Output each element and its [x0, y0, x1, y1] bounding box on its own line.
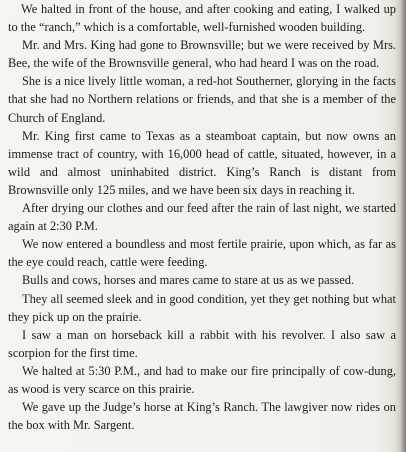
- paragraph-11: We gave up the Judge’s horse at King’s Ranch. The lawgiver now rides on the box with Mr. Sargent.: [8, 400, 396, 433]
- page-edge-shadow: [400, 0, 406, 452]
- paragraph-8: They all seemed sleek and in good condition, yet they get nothing but what they pick up on the prairie.: [8, 291, 396, 324]
- paragraph-1: We halted in front of the house, and after cooking and eating, I walked up to the “ranch,” which is a comfortable, well-furnished wooden building.: [8, 2, 396, 35]
- paragraph-5: After drying our clothes and our feed after the rain of last night, we started again at 2:30 P.M.: [8, 201, 396, 234]
- paragraph-2: Mr. and Mrs. King had gone to Brownsville; but we were received by Mrs. Bee, the wife of the Brownsville general, who had heard I was on the road.: [8, 38, 396, 71]
- paragraph-10: We halted at 5:30 P.M., and had to make our fire principally of cow-dung, as wood is very scarce on this prairie.: [8, 363, 396, 396]
- paragraph-4: Mr. King first came to Texas as a steamboat captain, but now owns an immense tract of country, with 16,000 head of cattle, situated, however, in a wild and almost uninhabited district. King’s Ranch is distant from Brownsville only 125 miles, and we have been six days in reaching it.: [8, 128, 396, 197]
- paragraph-7: Bulls and cows, horses and mares came to stare at us as we passed.: [22, 273, 355, 288]
- paragraph-9: I saw a man on horseback kill a rabbit with his revolver. I also saw a scorpion for the first time.: [8, 327, 396, 360]
- paragraph-3: She is a nice lively little woman, a red-hot Southerner, glorying in the facts that she had no Northern relations or friends, and that she is a member of the Church of England.: [8, 74, 396, 125]
- paragraph-6: We now entered a boundless and most fertile prairie, upon which, as far as the eye could reach, cattle were feeding.: [8, 237, 396, 270]
